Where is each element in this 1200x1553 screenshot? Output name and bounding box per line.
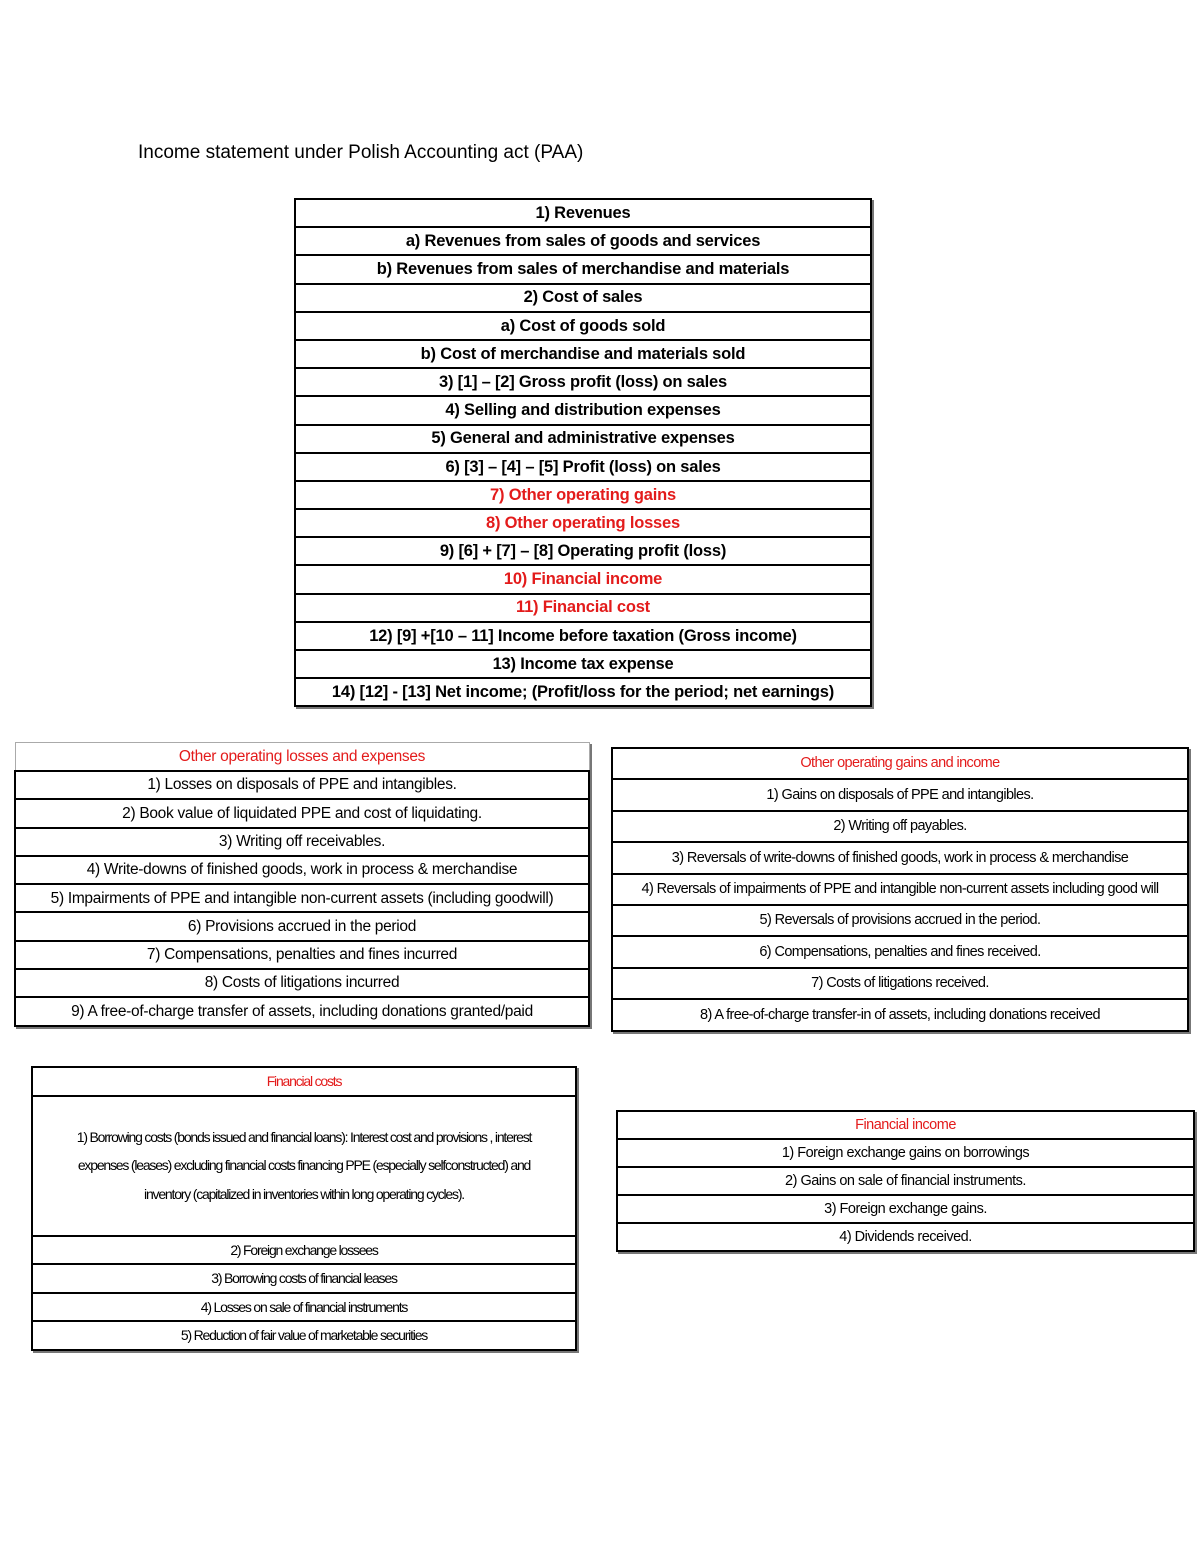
losses-item: 6) Provisions accrued in the period: [15, 912, 589, 940]
financial-costs-table: [31, 1066, 577, 1351]
income-statement-line: 6) [3] – [4] – [5] Profit (loss) on sales: [295, 453, 871, 481]
income-statement-line: 10) Financial income: [295, 565, 871, 593]
other-operating-losses-table: [14, 742, 590, 1027]
income-statement-line: 11) Financial cost: [295, 594, 871, 622]
income-statement-line: 8) Other operating losses: [295, 509, 871, 537]
financial-income-heading: Financial income: [617, 1111, 1194, 1139]
income-statement-line: 5) General and administrative expenses: [295, 425, 871, 453]
financial-income-table: [616, 1110, 1195, 1252]
income-statement-line: 7) Other operating gains: [295, 481, 871, 509]
financial-costs-item: 4) Losses on sale of financial instruments: [32, 1293, 576, 1322]
financial-costs-heading: Financial costs: [32, 1067, 576, 1096]
losses-item: 1) Losses on disposals of PPE and intangibles.: [15, 771, 589, 799]
financial-income-item: 2) Gains on sale of financial instruments.: [617, 1167, 1194, 1195]
income-statement-line: 14) [12] - [13] Net income; (Profit/loss for the period; net earnings): [295, 678, 871, 706]
losses-item: 5) Impairments of PPE and intangible non-current assets (including goodwill): [15, 884, 589, 912]
losses-heading: Other operating losses and expenses: [15, 743, 589, 772]
income-statement-line: 9) [6] + [7] – [8] Operating profit (loss): [295, 537, 871, 565]
income-statement-line: 12) [9] +[10 – 11] Income before taxation (Gross income): [295, 622, 871, 650]
income-statement-line: 1) Revenues: [295, 199, 871, 227]
financial-costs-item: 1) Borrowing costs (bonds issued and financial loans): Interest cost and provisions , interest expenses (leases) excluding financial costs financing PPE (especially selfconstructed) and inventory (capitalized in inventories within long operating cycles).: [32, 1096, 576, 1236]
income-statement-line: b) Cost of merchandise and materials sold: [295, 340, 871, 368]
gains-item: 3) Reversals of write-downs of finished goods, work in process & merchandise: [612, 842, 1188, 873]
losses-item: 8) Costs of litigations incurred: [15, 969, 589, 997]
gains-item: 1) Gains on disposals of PPE and intangibles.: [612, 779, 1188, 810]
gains-item: 5) Reversals of provisions accrued in the period.: [612, 905, 1188, 936]
financial-income-item: 4) Dividends received.: [617, 1223, 1194, 1251]
financial-income-item: 3) Foreign exchange gains.: [617, 1195, 1194, 1223]
losses-item: 9) A free-of-charge transfer of assets, including donations granted/paid: [15, 997, 589, 1025]
income-statement-line: b) Revenues from sales of merchandise and materials: [295, 255, 871, 283]
document-title: Income statement under Polish Accounting act (PAA): [138, 142, 584, 163]
income-statement-table: [294, 198, 872, 707]
financial-costs-item: 2) Foreign exchange lossees: [32, 1236, 576, 1265]
losses-item: 2) Book value of liquidated PPE and cost of liquidating.: [15, 799, 589, 827]
gains-item: 6) Compensations, penalties and fines received.: [612, 936, 1188, 967]
gains-item: 8) A free-of-charge transfer-in of assets, including donations received: [612, 999, 1188, 1030]
financial-costs-item: 3) Borrowing costs of financial leases: [32, 1264, 576, 1293]
financial-income-item: 1) Foreign exchange gains on borrowings: [617, 1139, 1194, 1167]
gains-item: 2) Writing off payables.: [612, 811, 1188, 842]
gains-heading: Other operating gains and income: [612, 748, 1188, 779]
other-operating-gains-table: [611, 747, 1189, 1032]
gains-item: 7) Costs of litigations received.: [612, 968, 1188, 999]
gains-item: 4) Reversals of impairments of PPE and intangible non-current assets including good will: [612, 874, 1188, 905]
financial-costs-item: 5) Reduction of fair value of marketable securities: [32, 1321, 576, 1350]
income-statement-line: a) Cost of goods sold: [295, 312, 871, 340]
income-statement-line: a) Revenues from sales of goods and services: [295, 227, 871, 255]
income-statement-line: 13) Income tax expense: [295, 650, 871, 678]
losses-item: 7) Compensations, penalties and fines incurred: [15, 941, 589, 969]
losses-item: 4) Write-downs of finished goods, work in process & merchandise: [15, 856, 589, 884]
income-statement-line: 3) [1] – [2] Gross profit (loss) on sales: [295, 368, 871, 396]
income-statement-line: 4) Selling and distribution expenses: [295, 396, 871, 424]
losses-item: 3) Writing off receivables.: [15, 828, 589, 856]
income-statement-line: 2) Cost of sales: [295, 284, 871, 312]
